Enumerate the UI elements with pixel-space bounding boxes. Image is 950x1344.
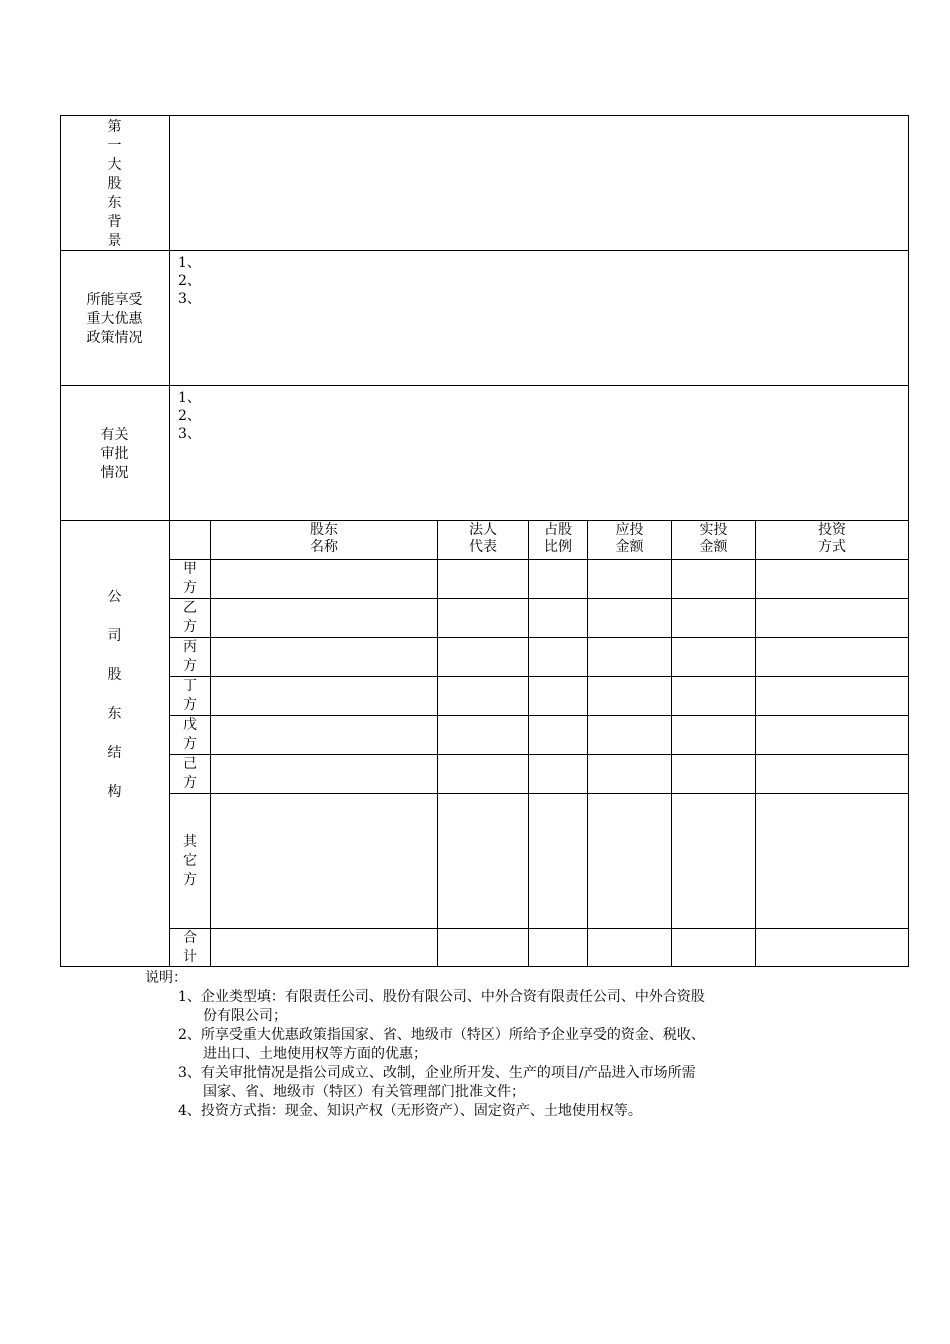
header-legal-representative: 法人 代表 [469, 522, 497, 555]
row-label-party-e: 戊 方 [183, 717, 197, 752]
row-divider [169, 598, 908, 599]
row-label-party-c: 丙 方 [183, 639, 197, 674]
section-divider [60, 250, 908, 251]
note-item: 4、投资方式指：现金、知识产权（无形资产）、固定资产、土地使用权等。 [178, 1103, 642, 1119]
list-item: 1、 [178, 390, 201, 406]
note-item: 3、有关审批情况是指公司成立、改制，企业所开发、生产的项目/产品进入市场所需 国家、省、地级市（特区）有关管理部门批准文件； [178, 1065, 696, 1100]
header-investment-method: 投资 方式 [818, 522, 846, 555]
list-item: 3、 [178, 426, 201, 442]
preferential-policy-label: 所能享受 重大优惠 政策情况 [86, 292, 143, 346]
preferential-policy-list[interactable] [178, 254, 201, 308]
notes-title: 说明： [145, 970, 187, 986]
table-border-right [908, 115, 909, 967]
list-item: 3、 [178, 291, 201, 307]
row-label-party-b: 乙 方 [183, 600, 197, 635]
column-divider [437, 520, 438, 966]
note-item: 2、所享受重大优惠政策指国家、省、地级市（特区）所给予企业享受的资金、税收、 进出口、土地使用权等方面的优惠； [178, 1027, 705, 1062]
note-item: 1、企业类型填：有限责任公司、股份有限公司、中外合资有限责任公司、中外合资股 份有限公司； [178, 989, 705, 1024]
header-paid-amount: 实投 金额 [699, 522, 728, 555]
row-divider [169, 754, 908, 755]
list-item: 2、 [178, 273, 201, 289]
notes [145, 969, 705, 1121]
structure-label: 公 司 股 东 结 构 [107, 589, 122, 800]
column-divider [587, 520, 588, 966]
row-label-party-d: 丁 方 [183, 678, 197, 713]
list-item: 2、 [178, 408, 201, 424]
approval-list[interactable] [178, 389, 201, 443]
list-item: 1、 [178, 255, 201, 271]
column-divider [210, 520, 211, 966]
header-subscribed-amount: 应投 金额 [615, 522, 644, 555]
row-label-party-a: 甲 方 [183, 561, 197, 596]
row-label-other-parties: 其 它 方 [183, 834, 197, 888]
row-divider [169, 715, 908, 716]
section-divider [60, 520, 908, 521]
shareholder-background-field[interactable] [170, 116, 908, 250]
row-divider [169, 637, 908, 638]
row-label-total: 合 计 [183, 930, 197, 965]
column-divider [528, 520, 529, 966]
header-shareholder-name: 股东 名称 [310, 522, 338, 555]
row-divider [169, 559, 908, 560]
column-divider [671, 520, 672, 966]
column-divider [755, 520, 756, 966]
row-divider [169, 793, 908, 794]
section-divider [60, 385, 908, 386]
header-share-ratio: 占股 比例 [544, 522, 572, 555]
row-divider [169, 928, 908, 929]
row-label-party-f: 己 方 [183, 756, 197, 791]
approval-label: 有关 审批 情况 [100, 427, 129, 481]
row-divider [169, 676, 908, 677]
shareholder-background-label: 第 一 大 股 东 背 景 [107, 119, 122, 249]
